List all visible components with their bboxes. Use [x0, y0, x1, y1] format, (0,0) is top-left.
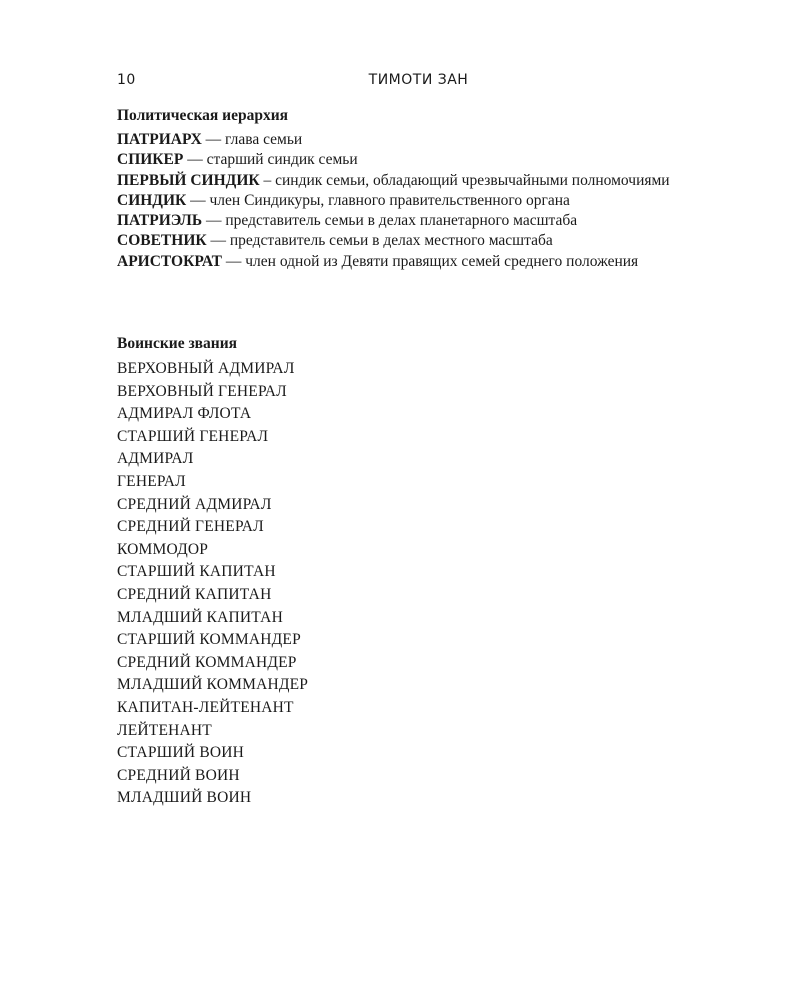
rank-item: СТАРШИЙ КОММАНДЕР — [117, 631, 301, 649]
rank-item: СТАРШИЙ ВОИН — [117, 744, 245, 762]
term-separator: — — [183, 151, 207, 169]
hierarchy-term: ПАТРИЭЛЬ — [117, 212, 203, 230]
rank-item: СРЕДНИЙ ВОИН — [117, 766, 240, 784]
page-number: 10 — [117, 72, 136, 88]
term-separator: — — [202, 212, 226, 230]
term-separator: — — [201, 131, 226, 148]
hierarchy-item — [117, 211, 720, 231]
rank-item: АДМИРАЛ ФЛОТА — [117, 405, 252, 423]
rank-item: СРЕДНИЙ ГЕНЕРАЛ — [117, 518, 264, 536]
hierarchy-term: ПАТРИАРХ — [117, 131, 202, 148]
running-head — [117, 72, 720, 92]
hierarchy-term: АРИСТОКРАТ — [117, 252, 222, 270]
military-ranks-section — [117, 334, 720, 810]
hierarchy-definition: представитель семьи в делах местного масштаба — [229, 232, 553, 250]
hierarchy-item — [117, 191, 720, 211]
political-hierarchy-section — [117, 106, 720, 272]
hierarchy-item — [117, 231, 720, 251]
section-heading: Политическая иерархия — [117, 107, 289, 124]
hierarchy-term: ПЕРВЫЙ СИНДИК — [117, 171, 260, 189]
running-title: ТИМОТИ ЗАН — [368, 72, 469, 88]
term-separator: — — [186, 191, 210, 209]
hierarchy-item — [117, 130, 720, 150]
hierarchy-definition: представитель семьи в делах планетарного масштаба — [225, 212, 578, 230]
hierarchy-definition: член Синдикуры, главного правительственного органа — [209, 191, 570, 209]
rank-item: СРЕДНИЙ КОММАНДЕР — [117, 653, 297, 671]
term-separator: — — [206, 232, 230, 250]
hierarchy-definition: член одной из Девяти правящих семей среднего положения — [245, 252, 639, 270]
hierarchy-list — [117, 130, 720, 272]
rank-item: АДМИРАЛ — [117, 450, 194, 468]
rank-item: СРЕДНИЙ КАПИТАН — [117, 585, 272, 603]
hierarchy-term: СОВЕТНИК — [117, 232, 207, 250]
rank-item: ВЕРХОВНЫЙ ГЕНЕРАЛ — [117, 382, 287, 400]
rank-item: КОММОДОР — [117, 540, 209, 558]
rank-item: МЛАДШИЙ КАПИТАН — [117, 608, 283, 626]
hierarchy-item — [117, 171, 720, 191]
hierarchy-definition: старший синдик семьи — [206, 151, 358, 169]
term-separator: – — [259, 171, 276, 189]
rank-item: СТАРШИЙ ГЕНЕРАЛ — [117, 427, 269, 445]
rank-item: ГЕНЕРАЛ — [117, 472, 186, 490]
rank-item: КАПИТАН-ЛЕЙТЕНАНТ — [117, 698, 294, 716]
rank-item: ВЕРХОВНЫЙ АДМИРАЛ — [117, 360, 295, 377]
hierarchy-item — [117, 252, 720, 272]
hierarchy-term: СИНДИК — [117, 191, 187, 209]
term-separator: — — [222, 252, 246, 270]
rank-item: МЛАДШИЙ ВОИН — [117, 789, 252, 807]
book-page — [117, 0, 720, 1000]
hierarchy-definition: глава семьи — [225, 131, 303, 148]
hierarchy-term: СПИКЕР — [117, 151, 184, 169]
rank-item: СТАРШИЙ КАПИТАН — [117, 563, 276, 581]
rank-item: ЛЕЙТЕНАНТ — [117, 721, 212, 739]
hierarchy-definition: синдик семьи, обладающий чрезвычайными полномочиями — [275, 171, 670, 189]
rank-list — [117, 358, 720, 810]
rank-item: СРЕДНИЙ АДМИРАЛ — [117, 495, 272, 513]
hierarchy-item — [117, 150, 720, 170]
rank-item: МЛАДШИЙ КОММАНДЕР — [117, 676, 309, 694]
section-heading: Воинские звания — [117, 335, 238, 352]
